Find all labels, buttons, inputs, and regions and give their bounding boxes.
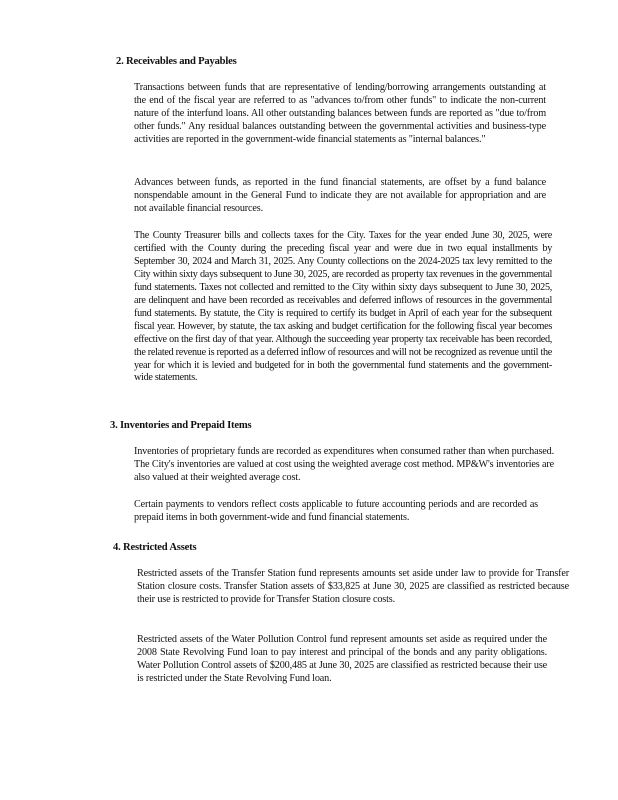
paragraph-interfund-loans: Transactions between funds that are representative of lending/borrowing arrangements outstanding at the end of the fiscal year are referred to as "advances to/from other funds" to indicate the non-current nature of the interfund loans. All other outstanding balances between funds are reported as "due to/from other funds." Any residual balances outstanding between the governmental activities and business-type activities are reported in the government-wide financial statements as "internal balances.": [134, 82, 546, 145]
section-heading-restricted-assets: 4. Restricted Assets: [113, 542, 197, 553]
paragraph-transfer-station: Restricted assets of the Transfer Station fund represents amounts set aside under law to provide for Transfer Station closure costs. Transfer Station assets of $33,825 at June 30, 2025 are classified as restricted because their use is restricted to provide for Transfer Station closure costs.: [137, 568, 569, 605]
paragraph-property-taxes: The County Treasurer bills and collects taxes for the City. Taxes for the year ended June 30, 2025, were certified with the County during the preceding fiscal year and were due in two equal installments by September 30, 2024 and March 31, 2025. Any County collections on the 2024-2025 tax levy remitted to the City within sixty days subsequent to June 30, 2025, are recorded as property tax revenues in the governmental fund statements. Taxes not collected and remitted to the City within sixty days subsequent to June 30, 2025, are delinquent and have been recorded as receivables and deferred inflows of resources in the governmental fund statements. By statute, the City is required to certify its budget in April of each year for the subsequent fiscal year. However, by statute, the tax asking and budget certification for the following fiscal year becomes effective on the first day of that year. Although the succeeding year property tax receivable has been recorded, the related revenue is reported as a deferred inflow of resources and will not be recognized as revenue until the year for which it is levied and budgeted for in both the governmental fund statements and the government-wide statements.: [134, 230, 552, 384]
paragraph-advances: Advances between funds, as reported in the fund financial statements, are offset by a fund balance nonspendable amount in the General Fund to indicate they are not available for appropriation and are not available financial resources.: [134, 177, 546, 214]
section-heading-inventories: 3. Inventories and Prepaid Items: [110, 420, 252, 431]
section-heading-receivables-payables: 2. Receivables and Payables: [116, 56, 237, 67]
paragraph-prepaid-items: Certain payments to vendors reflect costs applicable to future accounting periods and are recorded as prepaid items in both government-wide and fund financial statements.: [134, 499, 538, 523]
paragraph-inventories: Inventories of proprietary funds are recorded as expenditures when consumed rather than when purchased. The City's inventories are valued at cost using the weighted average cost method. MP&W's inventories are also valued at their weighted average cost.: [134, 446, 554, 483]
paragraph-water-pollution-control: Restricted assets of the Water Pollution Control fund represent amounts set aside as required under the 2008 State Revolving Fund loan to pay interest and principal of the bonds and any parity obligations. Water Pollution Control assets of $200,485 at June 30, 2025 are classified as restricted because their use is restricted under the State Revolving Fund loan.: [137, 634, 547, 684]
